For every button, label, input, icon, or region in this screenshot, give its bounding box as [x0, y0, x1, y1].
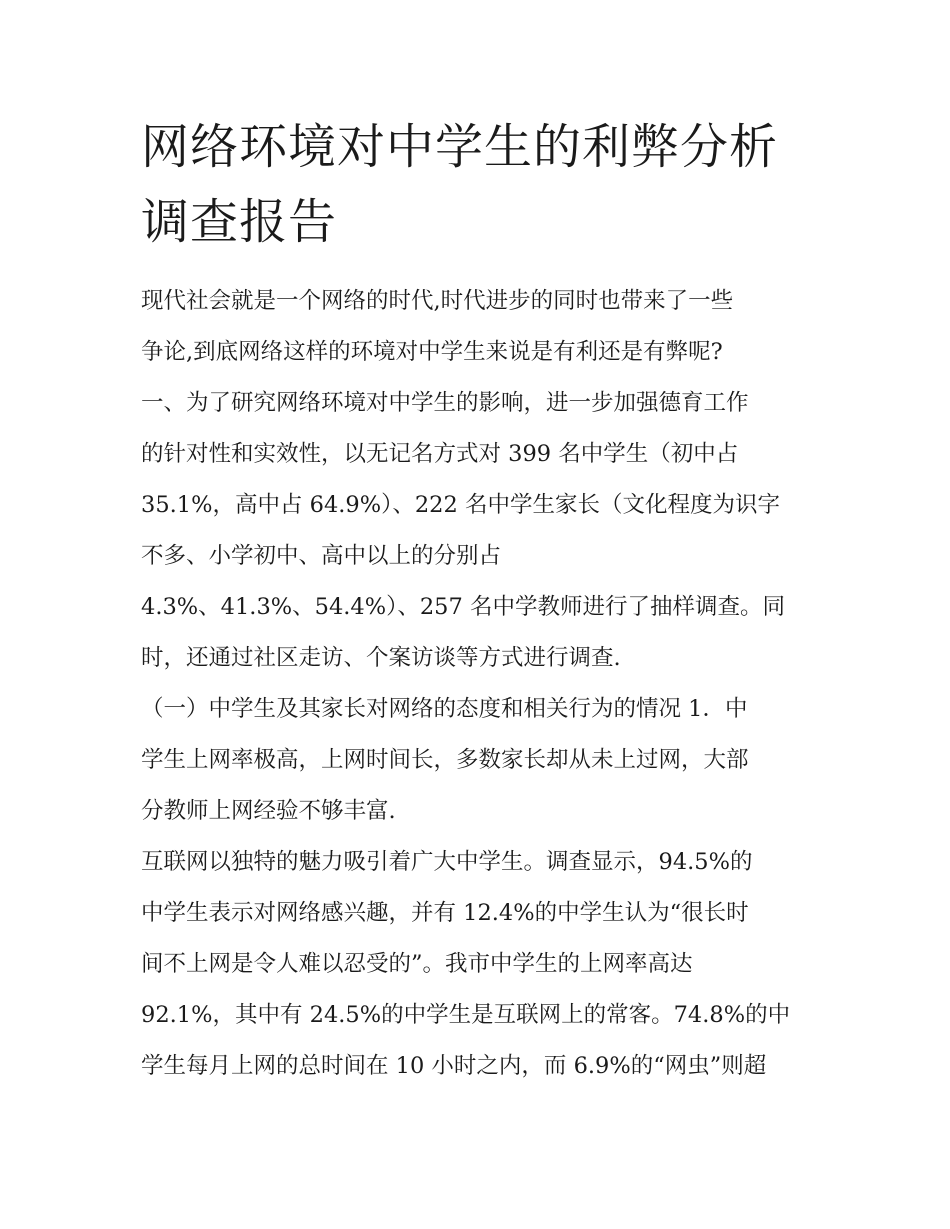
- body-line: 学生每月上网的总时间在 10 小时之内，而 6.9%的“网虫”则超: [141, 1053, 767, 1079]
- body-line: 现代社会就是一个网络的时代,时代进步的同时也带来了一些: [141, 288, 734, 314]
- document-title: [141, 110, 841, 260]
- body-line: 争论,到底网络这样的环境对中学生来说是有利还是有弊呢?: [141, 339, 723, 365]
- body-line: 分教师上网经验不够丰富.: [141, 798, 396, 824]
- body-line: 中学生表示对网络感兴趣，并有 12.4%的中学生认为“很长时: [141, 900, 749, 926]
- body-line: 的针对性和实效性，以无记名方式对 399 名中学生（初中占: [141, 441, 739, 467]
- body-line: 92.1%，其中有 24.5%的中学生是互联网上的常客。74.8%的中: [141, 1002, 791, 1028]
- body-line: 一、为了研究网络环境对中学生的影响，进一步加强德育工作: [141, 390, 749, 416]
- body-line: 时，还通过社区走访、个案访谈等方式进行调查.: [141, 645, 621, 671]
- title-line-1: 网络环境对中学生的利弊分析: [141, 119, 779, 175]
- body-line: 互联网以独特的魅力吸引着广大中学生。调查显示，94.5%的: [141, 849, 753, 875]
- body-line: 35.1%，高中占 64.9%）、222 名中学生家长（文化程度为识字: [141, 492, 780, 518]
- document-body: [141, 276, 831, 1092]
- body-line: 不多、小学初中、高中以上的分别占: [141, 543, 502, 569]
- title-line-2: 调查报告: [141, 194, 338, 250]
- body-line: 4.3%、41.3%、54.4%）、257 名中学教师进行了抽样调查。同: [141, 594, 785, 620]
- body-line: 学生上网率极高，上网时间长，多数家长却从未上过网，大部: [141, 747, 749, 773]
- body-line: 间不上网是令人难以忍受的”。我市中学生的上网率高达: [141, 951, 693, 977]
- body-line: （一）中学生及其家长对网络的态度和相关行为的情况 1．中: [141, 696, 748, 722]
